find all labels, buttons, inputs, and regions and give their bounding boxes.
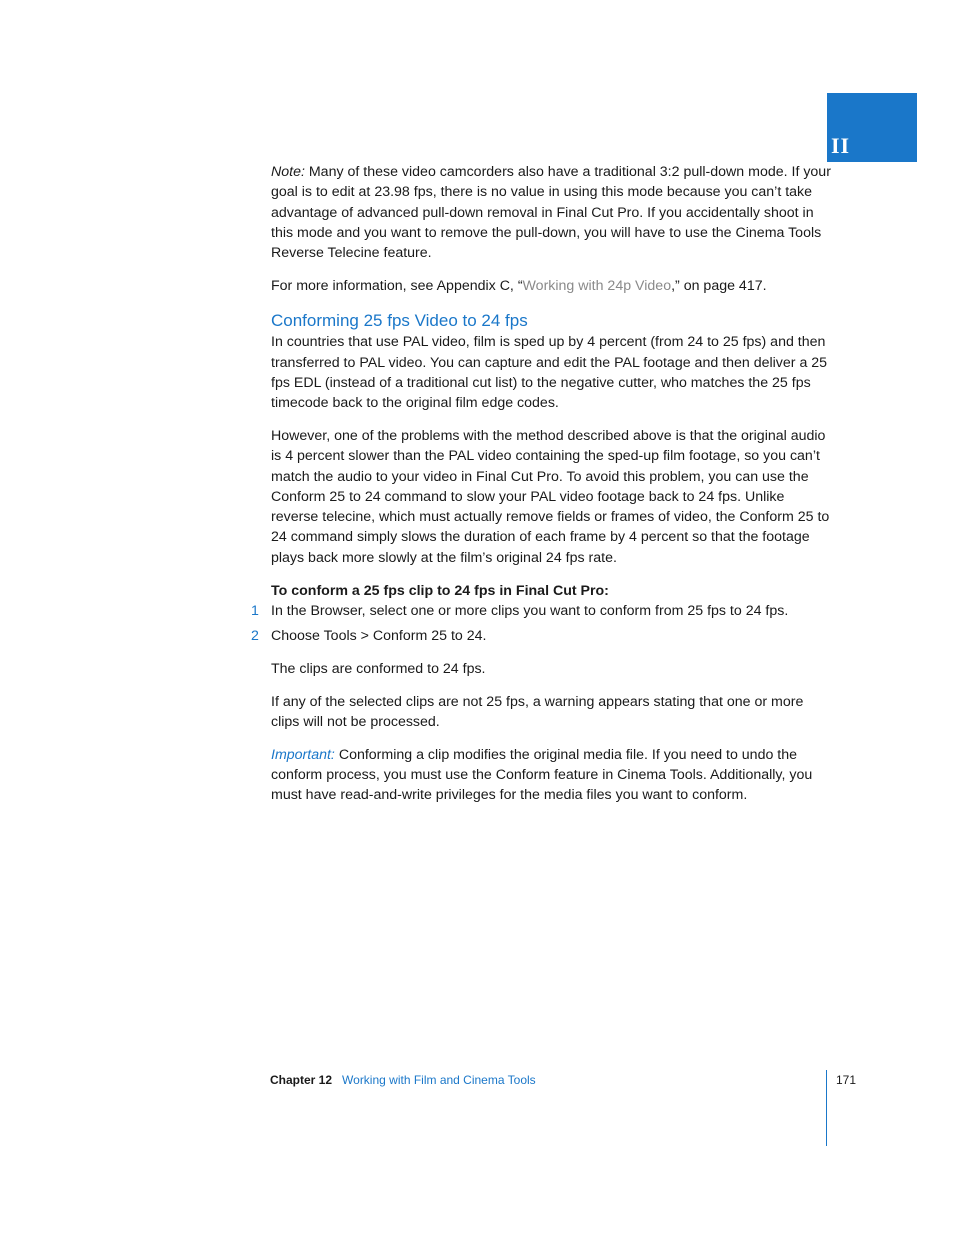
result-paragraph-2: If any of the selected clips are not 25 fps, a warning appears stating that one or more clips will not be processed. [271, 693, 804, 731]
result-paragraph-1: The clips are conformed to 24 fps. [271, 660, 486, 677]
task-heading: To conform a 25 fps clip to 24 fps in Final Cut Pro: [271, 582, 609, 599]
part-tab [827, 93, 917, 162]
section-heading: Conforming 25 fps Video to 24 fps [271, 311, 528, 331]
task-step [251, 601, 831, 621]
page-number: 171 [836, 1073, 857, 1087]
footer-chapter: Chapter 12 [270, 1073, 333, 1087]
footer-chapter-title[interactable]: Working with Film and Cinema Tools [342, 1073, 536, 1087]
appendix-link[interactable]: Working with 24p Video [522, 277, 672, 294]
note-label: Note: [271, 164, 305, 180]
step-number: 1 [251, 602, 259, 619]
step-text: In the Browser, select one or more clips you want to conform from 25 fps to 24 fps. [271, 602, 789, 619]
part-tab-label: II [831, 133, 851, 158]
section-paragraph-1: In countries that use PAL video, film is sped up by 4 percent (from 24 to 25 fps) and then transferred to PAL video. You can capture and edit the PAL footage and then deliver a 25 fps EDL (instead of a traditional cut list) to the negative cutter, who matches the 25 fps timecode back to the original film edge codes. [271, 334, 828, 412]
important-text: Conforming a clip modifies the original media file. If you need to undo the conform process, you must use the Conform feature in Cinema Tools. Additionally, you must have read-and-write privileges for the media files you want to conform. [271, 746, 813, 804]
step-number: 2 [251, 628, 259, 645]
note-text: Many of these video camcorders also have a traditional 3:2 pull-down mode. If your goal is to edit at 23.98 fps, there is no value in using this mode because you can’t take advantage of advanced pull-down removal in Final Cut Pro. If you accidentally shoot in this mode and you want to remove the pull-down, you will have to use the Cinema Tools Reverse Telecine feature. [271, 164, 831, 262]
more-info-paragraph [271, 276, 831, 296]
more-info-prefix: For more information, see Appendix C, “ [271, 277, 523, 294]
note-paragraph [271, 162, 831, 263]
important-label: Important: [271, 746, 335, 763]
more-info-suffix: ,” on page 417. [671, 277, 767, 294]
important-paragraph [271, 745, 831, 806]
step-text: Choose Tools > Conform 25 to 24. [271, 628, 487, 645]
page-footer [270, 1072, 536, 1088]
task-step [251, 626, 831, 646]
footer-divider [826, 1070, 827, 1146]
page-content [251, 162, 831, 806]
section-paragraph-2: However, one of the problems with the method described above is that the original audio is 4 percent slower than the PAL video containing the sped-up film footage, so you can’t match the audio to your video in Final Cut Pro. To avoid this problem, you can use the Conform 25 to 24 command to slow your PAL video footage back to 24 fps. Unlike reverse telecine, which must actually remove fields or frames of video, the Conform 25 to 24 command simply slows the duration of each frame by 4 percent so that the footage plays back more slowly at the film’s original 24 fps rate. [271, 427, 830, 566]
